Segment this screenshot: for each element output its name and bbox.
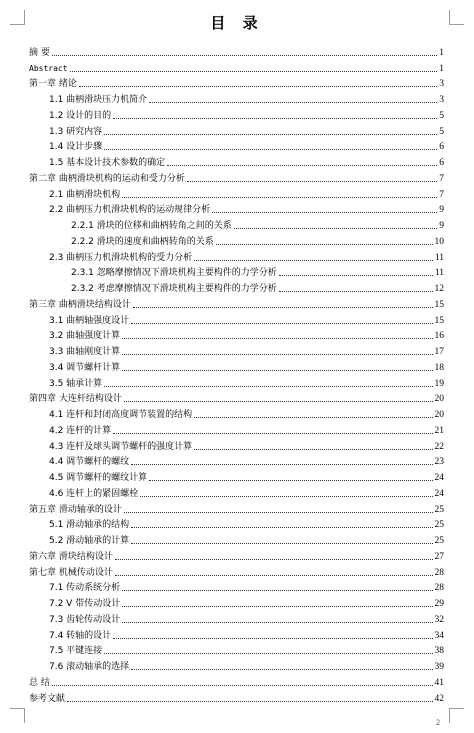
toc-entry[interactable] bbox=[29, 468, 444, 484]
toc-entry-title: 4.2 连杆的计算 bbox=[49, 425, 112, 436]
toc-entry[interactable] bbox=[29, 547, 444, 563]
toc-entry[interactable] bbox=[29, 264, 444, 280]
toc-leader-dots bbox=[194, 259, 433, 261]
toc-entry-page: 29 bbox=[434, 599, 444, 609]
toc-entry-title: 2.2 曲柄压力机滑块机构的运动规律分析 bbox=[49, 205, 211, 216]
toc-entry-title: 1.3 研究内容 bbox=[49, 126, 103, 137]
toc-leader-dots bbox=[194, 416, 432, 418]
toc-entry[interactable] bbox=[29, 295, 444, 311]
toc-entry[interactable] bbox=[29, 516, 444, 532]
toc-entry[interactable] bbox=[29, 531, 444, 547]
toc-leader-dots bbox=[79, 85, 437, 87]
toc-entry[interactable] bbox=[29, 201, 444, 217]
page-number: 2 bbox=[436, 718, 440, 727]
toc-entry-title: 5.1 滑动轴承的结构 bbox=[49, 520, 130, 531]
toc-entry[interactable] bbox=[29, 216, 444, 232]
toc-entry[interactable] bbox=[29, 626, 444, 642]
toc-entry[interactable] bbox=[29, 122, 444, 138]
toc-leader-dots bbox=[187, 180, 437, 182]
toc-entry-title: 4.1 连杆和封闭高度调节装置的结构 bbox=[49, 410, 193, 420]
toc-entry[interactable] bbox=[29, 59, 444, 75]
toc-leader-dots bbox=[149, 101, 437, 103]
toc-entry[interactable] bbox=[29, 169, 444, 185]
toc-leader-dots bbox=[70, 70, 438, 72]
toc-entry-page: 5 bbox=[439, 126, 444, 137]
toc-entry-page: 39 bbox=[434, 662, 444, 672]
toc-entry-title: 2.2.2 滑块的速度和曲柄转角的关系 bbox=[71, 236, 214, 247]
toc-entry[interactable] bbox=[29, 138, 444, 154]
toc-entry-title: 7.3 齿轮传动设计 bbox=[49, 614, 121, 625]
toc-entry-title: 2.3.1 忽略摩擦情况下滑块机构主要构件的力学分析 bbox=[71, 268, 277, 279]
toc-entry-title: 第四章 大连杆结构设计 bbox=[29, 394, 122, 405]
toc-entry-title: 4.3 连杆及球头调节螺杆的强度计算 bbox=[49, 441, 193, 452]
toc-leader-dots bbox=[122, 589, 432, 591]
toc-leader-dots bbox=[122, 605, 432, 607]
toc-entry-page: 34 bbox=[434, 630, 444, 641]
toc-entry-title: 第六章 滑块结构设计 bbox=[29, 551, 113, 562]
toc-entry-page: 19 bbox=[434, 378, 444, 389]
toc-entry-page: 9 bbox=[439, 205, 444, 216]
toc-entry-page: 11 bbox=[434, 252, 444, 263]
toc-leader-dots bbox=[133, 306, 433, 308]
toc-entry[interactable] bbox=[29, 279, 444, 295]
toc-entry[interactable] bbox=[29, 232, 444, 248]
toc-leader-dots bbox=[113, 432, 432, 434]
toc-entry-page: 5 bbox=[439, 110, 444, 121]
toc-leader-dots bbox=[279, 274, 433, 276]
toc-leader-dots bbox=[131, 322, 432, 324]
toc-entry-page: 9 bbox=[439, 221, 444, 231]
toc-entry-title: 7.6 滚动轴承的选择 bbox=[49, 662, 130, 672]
toc-entry-page: 28 bbox=[434, 567, 444, 578]
toc-entry-page: 7 bbox=[439, 173, 444, 184]
toc-entry[interactable] bbox=[29, 106, 444, 122]
toc-entry-title: 参考文献 bbox=[29, 693, 66, 704]
toc-leader-dots bbox=[104, 652, 432, 654]
toc-entry-title: 4.4 调节螺杆的螺纹 bbox=[49, 457, 130, 468]
toc-entry[interactable] bbox=[29, 673, 444, 689]
toc-leader-dots bbox=[149, 479, 432, 481]
toc-entry-page: 22 bbox=[434, 441, 444, 452]
toc-entry[interactable] bbox=[29, 642, 444, 658]
toc-entry[interactable] bbox=[29, 248, 444, 264]
toc-entry-title: 2.1 曲柄滑块机构 bbox=[49, 189, 121, 200]
toc-entry[interactable] bbox=[29, 689, 444, 705]
toc-leader-dots bbox=[131, 668, 432, 670]
toc-entry[interactable] bbox=[29, 405, 444, 421]
toc-entry-page: 32 bbox=[434, 614, 444, 625]
toc-entry-title: 1.2 设计的目的 bbox=[49, 110, 112, 121]
toc-leader-dots bbox=[131, 463, 432, 465]
toc-entry[interactable] bbox=[29, 342, 444, 358]
toc-entry-title: 第一章 绪论 bbox=[29, 79, 77, 90]
toc-leader-dots bbox=[122, 353, 432, 355]
toc-entry-title: 7.4 转轴的设计 bbox=[49, 630, 112, 641]
crop-mark-bottom-left bbox=[10, 708, 25, 723]
toc-entry-title: 3.2 曲轴强度计算 bbox=[49, 331, 121, 342]
toc-entry-page: 42 bbox=[434, 693, 444, 704]
toc-entry-page: 21 bbox=[434, 425, 444, 436]
toc-entry-title: 7.5 平键连接 bbox=[49, 646, 103, 657]
toc-entry-page: 25 bbox=[434, 504, 444, 515]
toc-leader-dots bbox=[52, 684, 433, 686]
page-title: 目 录 bbox=[210, 14, 264, 32]
toc-entry-title: 第二章 曲柄滑块机构的运动和受力分析 bbox=[29, 173, 185, 184]
toc-entry-title: 摘 要 bbox=[29, 47, 50, 58]
toc-leader-dots bbox=[113, 637, 432, 639]
toc-leader-dots bbox=[52, 54, 437, 56]
toc-entry-page: 3 bbox=[439, 95, 444, 105]
toc-entry-page: 15 bbox=[434, 299, 444, 310]
toc-entry-page: 18 bbox=[434, 362, 444, 373]
toc-entry-page: 38 bbox=[434, 646, 444, 657]
toc-entry-title: 7.1 传动系统分析 bbox=[49, 583, 121, 594]
toc-leader-dots bbox=[131, 542, 432, 544]
toc-entry-title: 总 结 bbox=[29, 677, 50, 688]
toc-entry-page: 15 bbox=[434, 315, 444, 326]
toc-leader-dots bbox=[131, 526, 432, 528]
toc-entry-page: 1 bbox=[439, 63, 444, 74]
toc-entry[interactable] bbox=[29, 43, 444, 59]
toc-entry[interactable] bbox=[29, 153, 444, 169]
toc-entry[interactable] bbox=[29, 90, 444, 106]
toc-leader-dots bbox=[194, 448, 432, 450]
toc-leader-dots bbox=[122, 196, 437, 198]
toc-leader-dots bbox=[122, 621, 432, 623]
toc-entry[interactable] bbox=[29, 437, 444, 453]
toc-entry-title: 3.4 调节螺杆计算 bbox=[49, 362, 121, 373]
toc-entry-page: 24 bbox=[434, 473, 444, 483]
toc-entry[interactable] bbox=[29, 500, 444, 516]
toc-leader-dots bbox=[115, 558, 433, 560]
toc-entry-title: 3.5 轴承计算 bbox=[49, 378, 103, 389]
toc-entry-page: 17 bbox=[434, 347, 444, 357]
toc-leader-dots bbox=[115, 574, 433, 576]
toc-leader-dots bbox=[122, 337, 432, 339]
toc-entry-page: 3 bbox=[439, 79, 444, 90]
toc-entry-page: 6 bbox=[439, 158, 444, 168]
toc-entry-page: 25 bbox=[434, 536, 444, 546]
toc-entry-title: 2.2.1 滑块的位移和曲柄转角之间的关系 bbox=[71, 221, 232, 231]
toc-entry-page: 11 bbox=[434, 268, 444, 279]
toc-entry[interactable] bbox=[29, 421, 444, 437]
toc-leader-dots bbox=[104, 385, 432, 387]
toc-entry[interactable] bbox=[29, 610, 444, 626]
toc-entry-page: 6 bbox=[439, 142, 444, 153]
toc-entry-title: 1.1 曲柄滑块压力机简介 bbox=[49, 95, 148, 105]
toc-leader-dots bbox=[212, 211, 437, 213]
toc-entry[interactable] bbox=[29, 657, 444, 673]
toc-entry[interactable] bbox=[29, 185, 444, 201]
toc-entry-title: 第三章 曲柄滑块结构设计 bbox=[29, 299, 131, 310]
toc-entry-page: 16 bbox=[434, 331, 444, 342]
toc-entry-page: 20 bbox=[434, 394, 444, 405]
toc-entry-title: 3.3 曲轴刚度计算 bbox=[49, 347, 121, 357]
toc-entry-page: 28 bbox=[434, 583, 444, 594]
toc-entry-title: 2.3.2 考虑摩擦情况下滑块机构主要构件的力学分析 bbox=[71, 284, 277, 294]
toc-leader-dots bbox=[67, 700, 432, 702]
toc-leader-dots bbox=[113, 117, 437, 119]
toc-leader-dots bbox=[216, 243, 433, 245]
toc-entry-title: 2.3 曲柄压力机滑块机构的受力分析 bbox=[49, 252, 193, 263]
toc-entry[interactable] bbox=[29, 453, 444, 469]
toc-entry-page: 12 bbox=[434, 284, 444, 294]
toc-leader-dots bbox=[124, 400, 433, 402]
toc-entry-title: 4.5 调节螺杆的螺纹计算 bbox=[49, 473, 148, 483]
toc-entry-title: 7.2 V 带传动设计 bbox=[49, 599, 121, 609]
toc-entry-page: 23 bbox=[434, 457, 444, 468]
toc-leader-dots bbox=[279, 290, 433, 292]
toc-entry[interactable] bbox=[29, 484, 444, 500]
toc-entry-title: 1.4 设计步骤 bbox=[49, 142, 103, 153]
toc-entry[interactable] bbox=[29, 358, 444, 374]
toc-entry-title: 5.2 滑动轴承的计算 bbox=[49, 536, 130, 546]
toc-entry-page: 10 bbox=[434, 236, 444, 247]
toc-leader-dots bbox=[104, 133, 437, 135]
toc-entry[interactable] bbox=[29, 563, 444, 579]
toc-entry-page: 25 bbox=[434, 520, 444, 531]
toc-entry-title: 4.6 连杆上的紧固螺栓 bbox=[49, 488, 139, 499]
toc-entry-title: 1.5 基本设计技术参数的确定 bbox=[49, 158, 166, 168]
toc-entry[interactable] bbox=[29, 311, 444, 327]
toc-entry-title: Abstract bbox=[29, 63, 68, 73]
toc-leader-dots bbox=[122, 369, 432, 371]
crop-mark-bottom-right bbox=[449, 708, 464, 723]
table-of-contents bbox=[29, 43, 444, 705]
toc-leader-dots bbox=[104, 148, 437, 150]
toc-entry[interactable] bbox=[29, 327, 444, 343]
toc-entry[interactable] bbox=[29, 579, 444, 595]
toc-entry-page: 20 bbox=[434, 410, 444, 420]
toc-leader-dots bbox=[167, 164, 437, 166]
toc-entry[interactable] bbox=[29, 75, 444, 91]
toc-entry-page: 7 bbox=[439, 189, 444, 200]
toc-entry[interactable] bbox=[29, 390, 444, 406]
toc-entry[interactable] bbox=[29, 374, 444, 390]
toc-entry-title: 3.1 曲柄轴强度设计 bbox=[49, 315, 130, 326]
toc-leader-dots bbox=[234, 227, 437, 229]
toc-entry-title: 第七章 机械传动设计 bbox=[29, 567, 113, 578]
toc-leader-dots bbox=[140, 495, 432, 497]
toc-leader-dots bbox=[124, 511, 433, 513]
toc-entry-title: 第五章 滑动轴承的设计 bbox=[29, 504, 122, 515]
toc-entry-page: 41 bbox=[434, 677, 444, 688]
toc-entry-page: 27 bbox=[434, 551, 444, 562]
toc-entry-page: 1 bbox=[439, 47, 444, 58]
toc-entry[interactable] bbox=[29, 594, 444, 610]
toc-entry-page: 24 bbox=[434, 488, 444, 499]
